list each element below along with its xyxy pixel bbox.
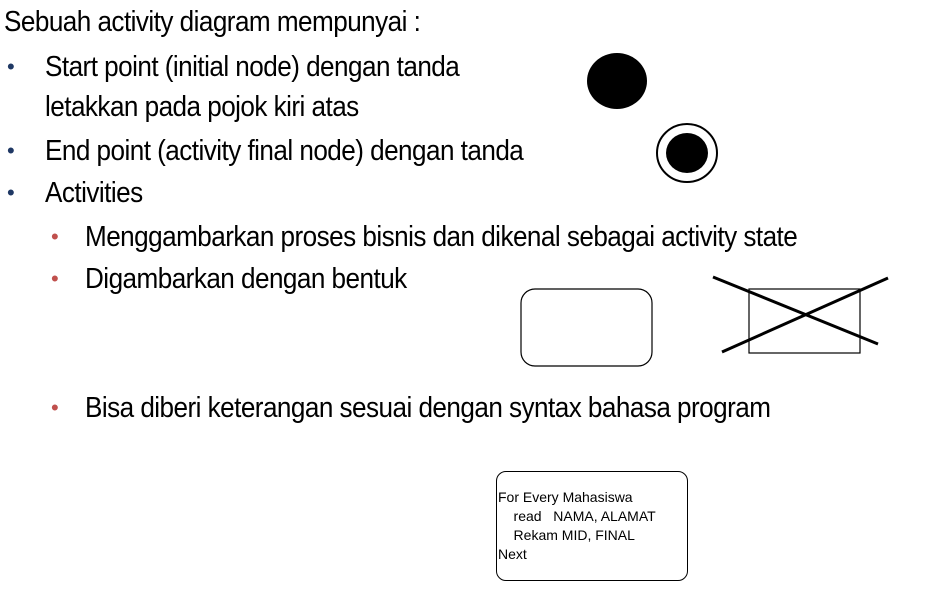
sub-bullet-marker: •	[51, 395, 59, 420]
note-line: For Every Mahasiswa	[498, 489, 633, 505]
bullet-start-point-continued: letakkan pada pojok kiri atas	[45, 91, 359, 123]
note-line: read NAMA, ALAMAT	[498, 508, 656, 524]
sub-bullet-syntax-note: Bisa diberi keterangan sesuai dengan syntax bahasa program	[85, 392, 771, 424]
bullet-marker: •	[7, 180, 15, 205]
bullet-marker: •	[7, 138, 15, 163]
sub-bullet-shape: Digambarkan dengan bentuk	[85, 263, 407, 295]
bullet-end-point: End point (activity final node) dengan tanda	[45, 135, 524, 167]
syntax-note-box	[496, 471, 688, 581]
initial-node-symbol	[585, 52, 649, 110]
bullet-marker: •	[7, 54, 15, 79]
activity-final-node-symbol	[655, 122, 719, 184]
bullet-start-point: Start point (initial node) dengan tanda	[45, 51, 460, 83]
sub-bullet-marker: •	[51, 224, 59, 249]
note-line: Rekam MID, FINAL	[498, 527, 635, 543]
crossed-rectangle-symbol	[710, 274, 892, 356]
sub-bullet-marker: •	[51, 266, 59, 291]
slide-heading: Sebuah activity diagram mempunyai :	[4, 6, 421, 38]
activity-rounded-rectangle-symbol	[520, 288, 654, 368]
note-line: Next	[498, 546, 527, 562]
bullet-activities: Activities	[45, 177, 143, 209]
sub-bullet-business-process: Menggambarkan proses bisnis dan dikenal sebagai activity state	[85, 221, 798, 253]
